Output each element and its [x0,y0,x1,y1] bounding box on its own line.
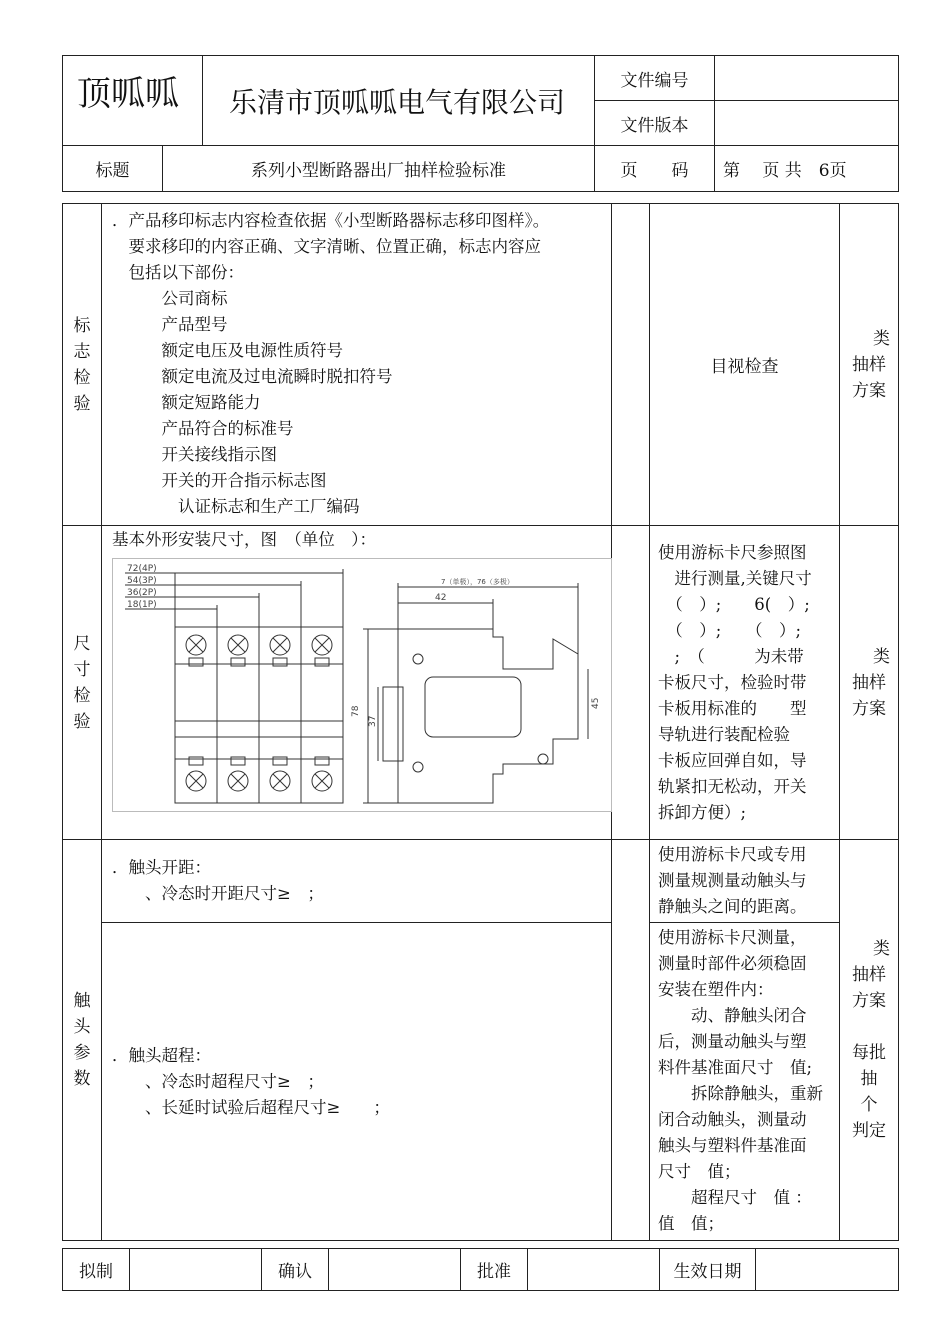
title-label: 标题 [63,146,163,192]
depth-label: 7（单极），76（多极） [441,578,514,586]
doc-version-label: 文件版本 [595,101,715,146]
document-title: 系列小型断路器出厂抽样检验标准 [163,146,595,192]
approved-value [528,1249,660,1291]
confirmed-label: 确认 [262,1249,329,1291]
doc-number-value [715,56,899,101]
page-value: 第 页 共 6页 [715,146,899,192]
contact-gap-content: ．触头开距： 、冷态时开距尺寸≥ ； [102,840,612,923]
dimension-blank [612,526,650,840]
confirmed-value [329,1249,461,1291]
effective-date-value [756,1249,899,1291]
doc-number-label: 文件编号 [595,56,715,101]
header-table [62,55,899,146]
company-logo: 顶呱呱 [63,56,203,146]
contact-overtravel-content: ．触头超程： 、冷态时超程尺寸≥ ； 、长延时试验后超程尺寸≥ ； [102,923,612,1241]
dimension-label: 尺 寸 检 验 [63,526,102,840]
width-1p-label: 18(1P) [127,600,157,610]
marking-plan: 类 抽样 方案 [840,204,899,526]
marking-content: ．产品移印标志内容检查依据《小型断路器标志移印图样》。 要求移印的内容正确、文字清晰、位置正确，标志内容应 包括以下部份： 公司商标 产品型号 额定电压及电源性质符号 额定电流及过电流瞬时脱扣符号 额定短路能力 产品符合的标准号 开关接线指示图 开关的开合指示标志图 认证标志和生产工厂编码 [102,204,612,526]
contact-overtravel-row [63,923,899,1241]
width-2p-label: 36(2P) [127,588,157,598]
drafted-value [130,1249,262,1291]
dimension-row [63,526,899,840]
company-name: 乐清市顶呱呱电气有限公司 [203,56,595,146]
approved-label: 批准 [461,1249,528,1291]
marking-label: 标 志 检 验 [63,204,102,526]
dimension-plan: 类 抽样 方案 [840,526,899,840]
contact-overtravel-method: 使用游标卡尺测量， 测量时部件必须稳固 安装在塑件内： 动、静触头闭合 后，测量动触头与塑 料件基准面尺寸 值; 拆除静触头，重新 闭合动触头，测量动 触头与塑料件基准面 尺寸 值； 超程尺寸 值 ： 值 值； [650,923,840,1241]
doc-version-value [715,101,899,146]
dimension-method: 使用游标卡尺参照图 进行测量,关键尺寸 （ ）; 6( ）; （ ）; （ ）; ; （ 为未带 卡板尺寸，检验时带 卡板用标准的 型 导轨进行装配检验 卡板应回弹自如，导 轨紧扣无松动，开关 拆卸方便）; [650,526,840,840]
contact-gap-row [63,840,899,923]
dim-78-label: 78 [351,705,361,717]
contact-label: 触 头 参 数 [63,840,102,1241]
marking-row [63,204,899,526]
effective-date-label: 生效日期 [660,1249,756,1291]
inspection-table [62,203,899,1241]
width-4p-label: 72(4P) [127,564,157,574]
dim-37-label: 37 [368,715,378,727]
page-label: 页 码 [595,146,715,192]
breaker-drawing [112,558,612,812]
dim-45-label: 45 [591,697,601,709]
dimension-content [102,526,612,840]
marking-blank [612,204,650,526]
contact-plan: 类 抽样 方案 每批 抽 个 判定 [840,840,899,1241]
contact-blank [612,840,650,1241]
signature-table [62,1248,899,1291]
dimension-intro: 基本外形安装尺寸，图 （单位 ）： [112,530,376,549]
width-3p-label: 54(3P) [127,576,157,586]
drafted-label: 拟制 [63,1249,130,1291]
breaker-dimension-drawing [113,559,611,811]
title-row-table [62,145,899,192]
marking-method: 目视检查 [650,204,840,526]
contact-gap-method: 使用游标卡尺或专用 测量规测量动触头与 静触头之间的距离。 [650,840,840,923]
dim-42-label: 42 [435,593,447,603]
